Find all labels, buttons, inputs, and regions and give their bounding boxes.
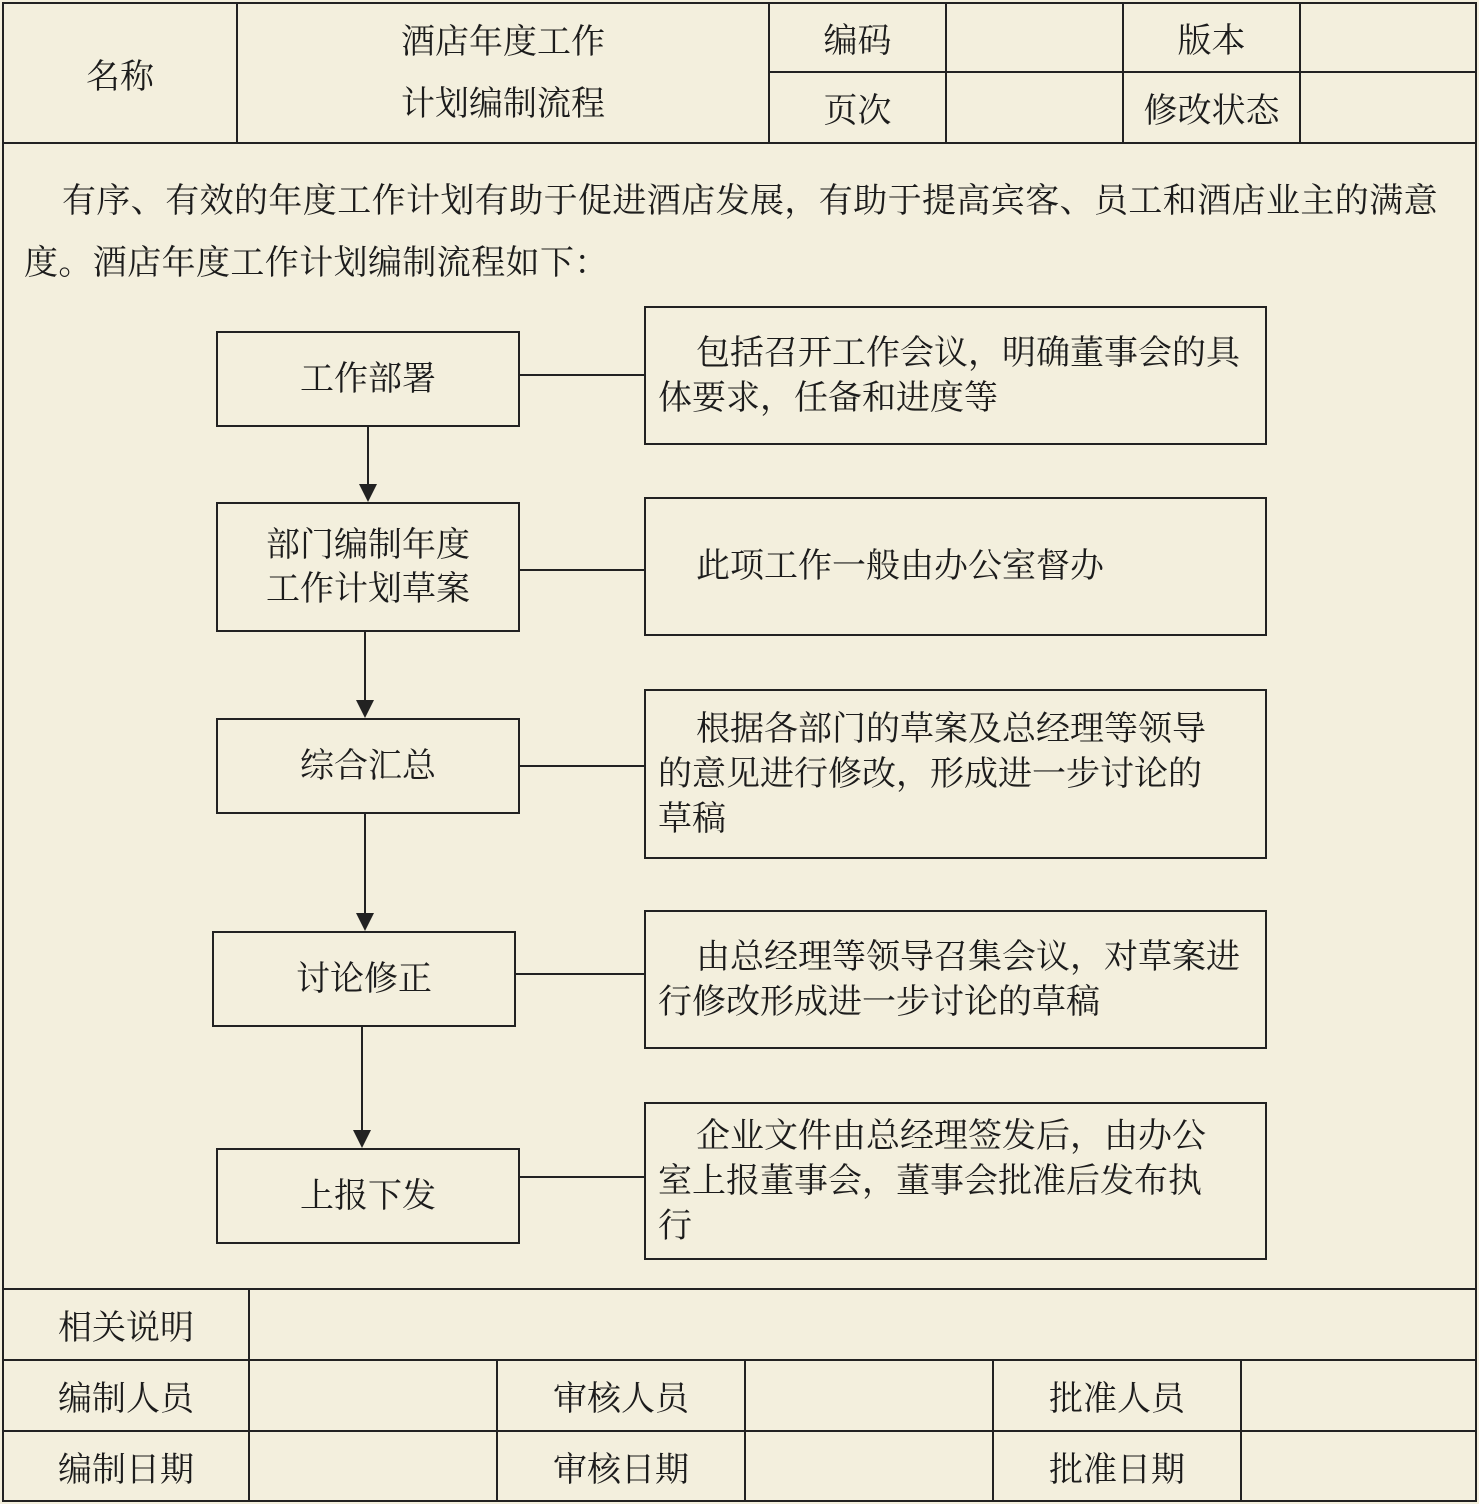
flow-note-1: [644, 306, 1267, 445]
header-bottom-line: [2, 142, 1477, 144]
flow-step-2-line2: 工作计划草案: [266, 569, 470, 609]
flow-note-5: [644, 1102, 1267, 1260]
flow-step-4-line1: 讨论修正: [296, 959, 432, 999]
review-date-label: 审核日期: [553, 1449, 689, 1490]
edit-date-value[interactable]: [250, 1432, 496, 1500]
related-notes-label: 相关说明: [58, 1308, 194, 1348]
approve-date-value[interactable]: [1242, 1432, 1475, 1500]
flow-step-3: [216, 718, 520, 814]
frame-right: [1475, 2, 1477, 1502]
approver-value[interactable]: [1242, 1361, 1475, 1430]
frame-left: [2, 2, 4, 1502]
flow-step-1: [216, 331, 520, 427]
flow-connector-5: [520, 1176, 646, 1178]
document-title-line2: 计划编制流程: [401, 84, 605, 124]
revision-value[interactable]: [1301, 73, 1475, 142]
code-label: 编码: [823, 21, 892, 61]
code-value[interactable]: [947, 4, 1122, 71]
frame-bottom: [2, 1500, 1477, 1502]
flow-step-5: [216, 1148, 520, 1244]
flow-step-2: [216, 502, 520, 632]
flow-note-2: [644, 497, 1267, 636]
flow-step-1-line1: 工作部署: [300, 359, 436, 399]
flow-step-2-line1: 部门编制年度: [266, 525, 470, 565]
approver-label: 批准人员: [1049, 1379, 1185, 1419]
flow-arrow-1: [367, 427, 369, 500]
related-notes-value[interactable]: [250, 1290, 1475, 1359]
document-title-line1: 酒店年度工作: [401, 22, 605, 62]
name-label: 名称: [86, 56, 154, 97]
flow-note-2-text: 此项工作一般由办公室督办: [696, 546, 1104, 586]
version-label: 版本: [1177, 21, 1246, 61]
flow-connector-3: [520, 765, 646, 767]
document-title: [238, 4, 768, 142]
flow-note-5-text: 企业文件由总经理签发后，由办公室上报董事会，董事会批准后发布执行: [658, 1115, 1206, 1246]
edit-date-label: 编制日期: [58, 1449, 194, 1490]
flow-note-3-text: 根据各部门的草案及总经理等领导的意见进行修改，形成进一步讨论的草稿: [658, 708, 1206, 839]
editor-label: 编制人员: [58, 1379, 194, 1419]
page-label: 页次: [823, 91, 892, 131]
review-date-value[interactable]: [746, 1432, 992, 1500]
flow-note-3: [644, 689, 1267, 859]
approve-date-label: 批准日期: [1049, 1449, 1185, 1490]
flow-arrow-3: [364, 814, 366, 929]
flow-connector-2: [520, 569, 646, 571]
flow-connector-4: [516, 973, 646, 975]
editor-value[interactable]: [250, 1361, 496, 1430]
flow-step-5-line1: 上报下发: [300, 1176, 436, 1216]
revision-label: 修改状态: [1143, 91, 1280, 131]
flow-note-4-text: 由总经理等领导召集会议，对草案进行修改形成进一步讨论的草稿: [658, 936, 1240, 1022]
flow-arrow-4: [361, 1027, 363, 1146]
reviewer-label: 审核人员: [553, 1379, 689, 1419]
flow-arrow-2: [364, 632, 366, 716]
reviewer-value[interactable]: [746, 1361, 992, 1430]
flow-note-4: [644, 910, 1267, 1049]
flow-step-3-line1: 综合汇总: [300, 746, 436, 786]
version-value[interactable]: [1301, 4, 1475, 71]
page-value[interactable]: [947, 73, 1122, 142]
flow-step-4: [212, 931, 516, 1027]
intro-paragraph: 有序、有效的年度工作计划有助于促进酒店发展，有助于提高宾客、员工和酒店业主的满意度。酒店年度工作计划编制流程如下：: [24, 181, 1438, 283]
flow-connector-1: [520, 374, 646, 376]
flow-note-1-text: 包括召开工作会议，明确董事会的具体要求，任备和进度等: [658, 332, 1240, 418]
